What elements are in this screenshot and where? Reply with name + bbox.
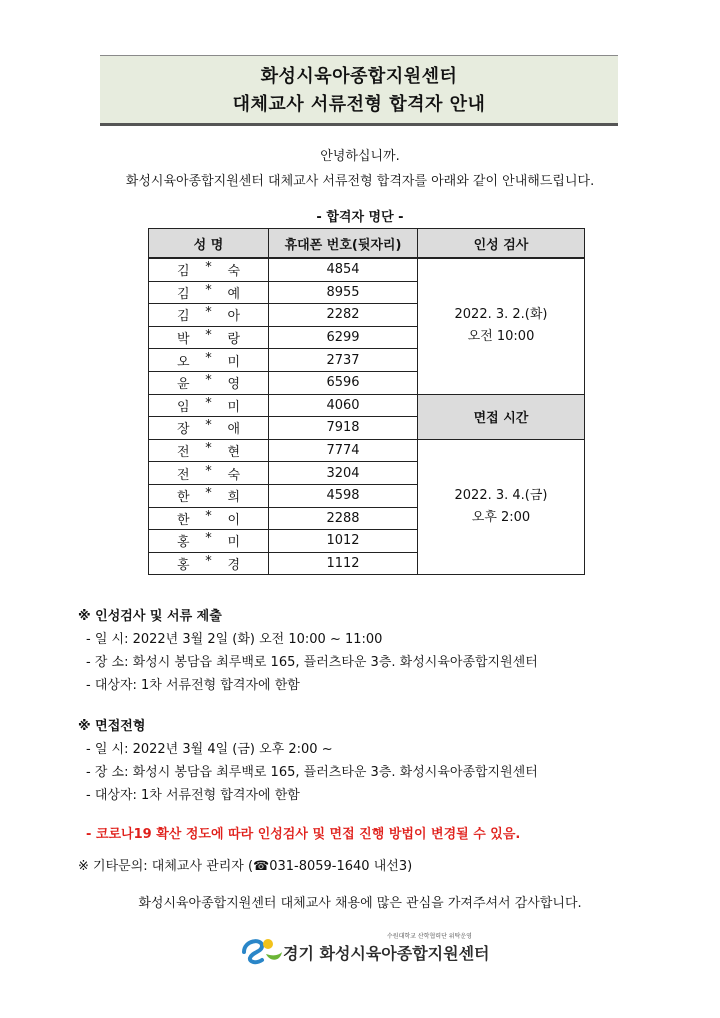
- applicant-name: [149, 281, 269, 304]
- name-char: 한: [177, 512, 190, 528]
- applicant-name-parts: [149, 554, 268, 573]
- test-time: 오전 10:00: [467, 329, 535, 345]
- name-char: 예: [227, 286, 240, 302]
- name-mask: *: [205, 282, 212, 298]
- name-mask: *: [205, 441, 212, 457]
- title-banner: [100, 55, 618, 126]
- applicant-name-parts: [149, 328, 268, 347]
- applicant-name-parts: [149, 531, 268, 550]
- name-mask: *: [205, 508, 212, 524]
- list-title: - 합격자 명단 -: [316, 210, 404, 225]
- phone-last-digits: 1012: [269, 530, 418, 553]
- phone-last-digits: 4854: [269, 258, 418, 281]
- name-char: 이: [227, 512, 240, 528]
- name-char: 랑: [227, 332, 240, 348]
- phone-last-digits: 1112: [269, 552, 418, 575]
- applicant-name: [149, 439, 269, 462]
- section2-date: - 일 시: 2022년 3월 4일 (금) 오후 2:00 ~: [86, 742, 333, 757]
- covid-notice: - 코로나19 확산 정도에 따라 인성검사 및 면접 진행 방법이 변경될 수 있음.: [86, 827, 521, 842]
- name-char: 김: [177, 264, 190, 280]
- name-char: 애: [227, 422, 240, 438]
- name-char: 김: [177, 309, 190, 325]
- logo-blue-swoosh-icon: [244, 941, 262, 962]
- name-char: 장: [177, 422, 190, 438]
- logo-subtitle: 수원대학교 산학협력단 위탁운영: [387, 933, 472, 940]
- applicant-name-parts: [149, 464, 268, 483]
- applicant-name-parts: [149, 283, 268, 302]
- applicant-name-parts: [149, 418, 268, 437]
- name-mask: *: [205, 350, 212, 366]
- name-char: 영: [227, 377, 240, 393]
- name-char: 아: [227, 309, 240, 325]
- name-char: 박: [177, 332, 190, 348]
- name-mask: *: [205, 418, 212, 434]
- thanks-text: 화성시육아종합지원센터 대체교사 채용에 많은 관심을 가져주셔서 감사합니다.: [138, 896, 582, 911]
- name-char: 희: [227, 490, 240, 506]
- applicant-name-parts: [149, 509, 268, 528]
- name-char: 전: [177, 467, 190, 483]
- test-date: 2022. 3. 2.(화): [454, 307, 548, 323]
- applicant-name-parts: [149, 441, 268, 460]
- header-name: 성 명: [149, 229, 269, 259]
- phone-last-digits: 2288: [269, 507, 418, 530]
- name-char: 홍: [177, 558, 190, 574]
- applicant-name: [149, 371, 269, 394]
- name-char: 미: [227, 354, 240, 370]
- phone-last-digits: 8955: [269, 281, 418, 304]
- applicant-name-parts: [149, 373, 268, 392]
- name-char: 홍: [177, 535, 190, 551]
- name-mask: *: [205, 463, 212, 479]
- section2-target: - 대상자: 1차 서류전형 합격자에 한함: [86, 788, 300, 803]
- applicant-name: [149, 552, 269, 575]
- phone-last-digits: 7918: [269, 417, 418, 440]
- applicant-name: [149, 258, 269, 281]
- name-char: 경: [227, 558, 240, 574]
- applicant-name-parts: [149, 486, 268, 505]
- section2-title: ※ 면접전형: [78, 719, 146, 734]
- header-phone: 휴대폰 번호(뒷자리): [269, 229, 418, 259]
- applicant-name-parts: [149, 351, 268, 370]
- phone-last-digits: 4060: [269, 394, 418, 417]
- phone-last-digits: 2737: [269, 349, 418, 372]
- name-char: 윤: [177, 377, 190, 393]
- name-char: 숙: [227, 264, 240, 280]
- name-mask: *: [205, 486, 212, 502]
- name-mask: *: [205, 373, 212, 389]
- test-schedule: [418, 258, 585, 394]
- name-char: 전: [177, 445, 190, 461]
- logo-yellow-dot-icon: [263, 939, 273, 949]
- name-char: 한: [177, 490, 190, 506]
- section1-place: - 장 소: 화성시 봉담읍 최루백로 165, 플러츠타운 3층. 화성시육아종합지원센터: [86, 655, 538, 670]
- applicant-name: [149, 394, 269, 417]
- name-char: 미: [227, 399, 240, 415]
- section1-title: ※ 인성검사 및 서류 제출: [78, 609, 222, 624]
- interview-header: 면접 시간: [418, 394, 585, 439]
- phone-last-digits: 3204: [269, 462, 418, 485]
- name-char: 오: [177, 354, 190, 370]
- contact-info: ※ 기타문의: 대체교사 관리자 (☎031-8059-1640 내선3): [78, 859, 413, 874]
- interview-schedule: [418, 439, 585, 575]
- header-test: 인성 검사: [418, 229, 585, 259]
- table-row: [149, 394, 585, 417]
- logo-wordmark: 경기 화성시육아종합지원센터: [283, 944, 490, 963]
- name-mask: *: [205, 328, 212, 344]
- applicant-name: [149, 304, 269, 327]
- section2-place: - 장 소: 화성시 봉담읍 최루백로 165, 플러츠타운 3층. 화성시육아종합지원센터: [86, 765, 538, 780]
- applicant-name: [149, 507, 269, 530]
- name-mask: *: [205, 305, 212, 321]
- name-mask: *: [205, 260, 212, 276]
- table-body: [149, 258, 585, 575]
- name-char: 임: [177, 399, 190, 415]
- applicant-name-parts: [149, 260, 268, 279]
- center-title: 화성시육아종합지원센터: [260, 66, 458, 87]
- applicant-name-parts: [149, 305, 268, 324]
- name-char: 숙: [227, 467, 240, 483]
- name-char: 미: [227, 535, 240, 551]
- applicant-name: [149, 484, 269, 507]
- applicant-name: [149, 326, 269, 349]
- notice-title: 대체교사 서류전형 합격자 안내: [232, 94, 486, 115]
- applicant-name-parts: [149, 396, 268, 415]
- phone-last-digits: 2282: [269, 304, 418, 327]
- phone-last-digits: 7774: [269, 439, 418, 462]
- table-row: [149, 439, 585, 462]
- applicant-name: [149, 349, 269, 372]
- name-mask: *: [205, 395, 212, 411]
- interview-date: 2022. 3. 4.(금): [454, 488, 548, 504]
- applicant-name: [149, 417, 269, 440]
- section1-date: - 일 시: 2022년 3월 2일 (화) 오전 10:00 ~ 11:00: [86, 632, 383, 647]
- name-mask: *: [205, 531, 212, 547]
- phone-last-digits: 6596: [269, 371, 418, 394]
- pass-table: [148, 228, 585, 575]
- section1-target: - 대상자: 1차 서류전형 합격자에 한함: [86, 678, 300, 693]
- intro-text: 화성시육아종합지원센터 대체교사 서류전형 합격자를 아래와 같이 안내해드립니다.: [125, 174, 595, 189]
- name-char: 현: [227, 445, 240, 461]
- phone-last-digits: 6299: [269, 326, 418, 349]
- phone-last-digits: 4598: [269, 484, 418, 507]
- applicant-name: [149, 462, 269, 485]
- name-mask: *: [205, 554, 212, 570]
- interview-time: 오후 2:00: [471, 510, 531, 526]
- table-row: [149, 258, 585, 281]
- greeting: 안녕하십니까.: [320, 149, 400, 164]
- applicant-name: [149, 530, 269, 553]
- name-char: 김: [177, 286, 190, 302]
- logo-green-leaf-icon: [266, 952, 282, 960]
